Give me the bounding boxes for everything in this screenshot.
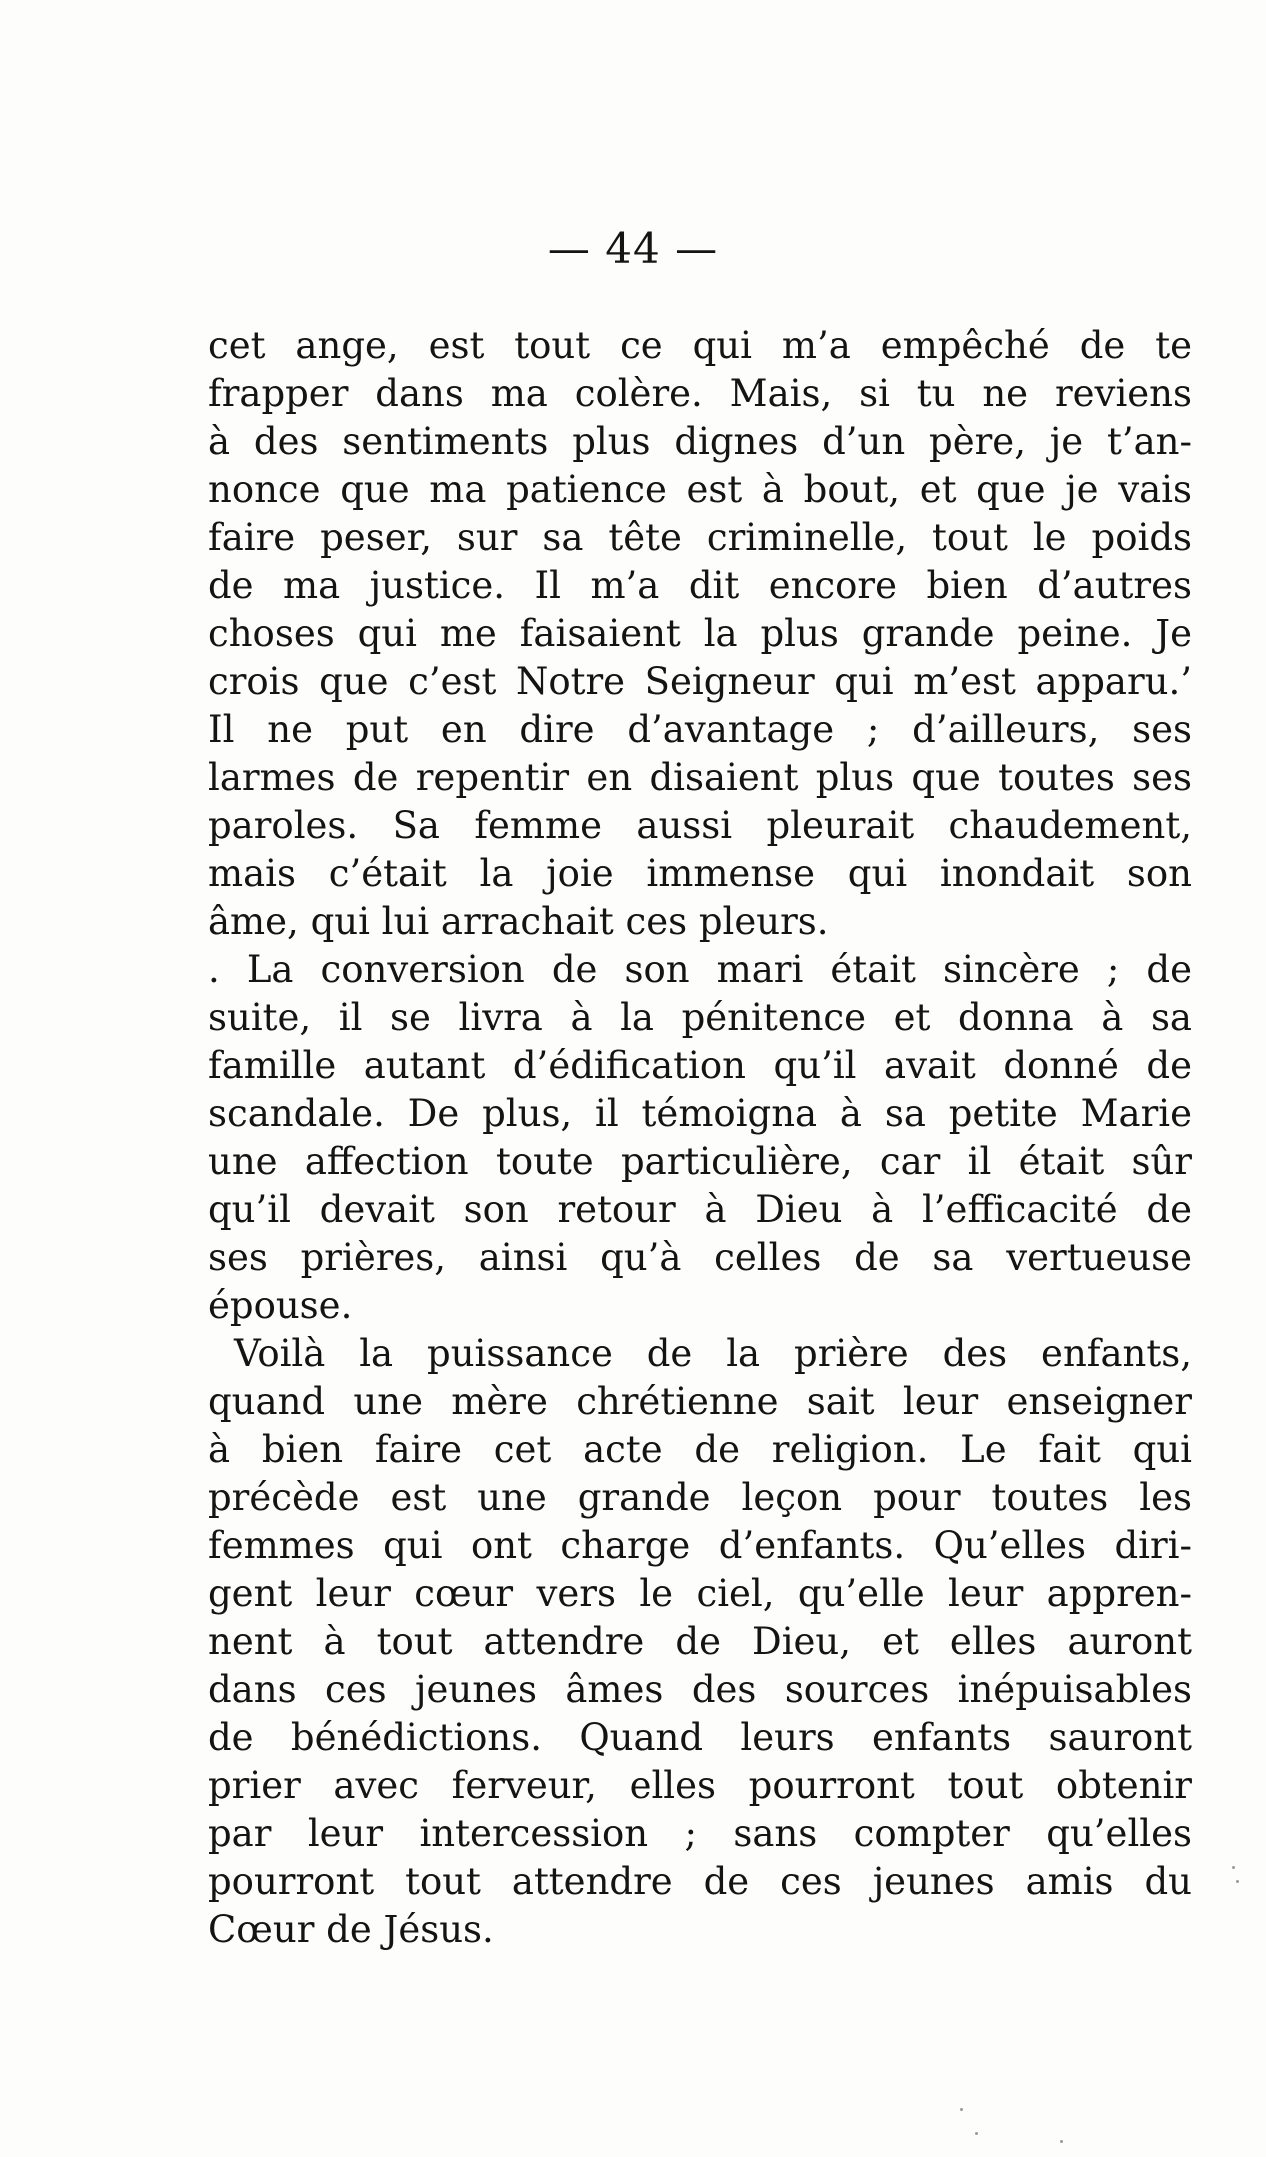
text-line: femmes qui ont charge d’enfants. Qu’elles diri- (208, 1524, 1192, 1567)
text-line: ses prières, ainsi qu’à celles de sa vertueuse (208, 1236, 1192, 1279)
text-line: épouse. (208, 1284, 353, 1327)
text-line: frapper dans ma colère. Mais, si tu ne reviens (208, 372, 1192, 415)
print-speck (960, 2108, 963, 2111)
text-line: paroles. Sa femme aussi pleurait chaudement, (208, 804, 1192, 847)
text-line: cet ange, est tout ce qui m’a empêché de te (208, 324, 1192, 367)
text-line: de bénédictions. Quand leurs enfants sauront (208, 1716, 1192, 1759)
text-line: choses qui me faisaient la plus grande peine. Je (208, 612, 1192, 655)
text-line: de ma justice. Il m’a dit encore bien d’autres (208, 564, 1192, 607)
print-speck (1060, 2140, 1063, 2143)
text-line: crois que c’est Notre Seigneur qui m’est apparu.’ (208, 660, 1192, 703)
text-line: quand une mère chrétienne sait leur enseigner (208, 1380, 1192, 1423)
text-line: à bien faire cet acte de religion. Le fait qui (208, 1428, 1192, 1471)
text-line: . La conversion de son mari était sincère ; de (208, 948, 1192, 991)
text-line: une affection toute particulière, car il était sûr (208, 1140, 1192, 1183)
text-line: prier avec ferveur, elles pourront tout obtenir (208, 1764, 1192, 1807)
print-speck (1236, 1880, 1239, 1883)
text-line: famille autant d’édification qu’il avait donné de (208, 1044, 1192, 1087)
text-line: larmes de repentir en disaient plus que toutes ses (208, 756, 1192, 799)
text-line: Cœur de Jésus. (208, 1908, 494, 1951)
text-line: qu’il devait son retour à Dieu à l’efficacité de (208, 1188, 1192, 1231)
text-line: à des sentiments plus dignes d’un père, je t’an- (208, 420, 1192, 463)
page-number: — 44 — (547, 224, 719, 273)
text-line: Il ne put en dire d’avantage ; d’ailleurs, ses (208, 708, 1192, 751)
text-line: nonce que ma patience est à bout, et que je vais (208, 468, 1192, 511)
text-line: par leur intercession ; sans compter qu’elles (208, 1812, 1192, 1855)
text-line: âme, qui lui arrachait ces pleurs. (208, 900, 829, 943)
text-line: suite, il se livra à la pénitence et donna à sa (208, 996, 1192, 1039)
text-line: nent à tout attendre de Dieu, et elles auront (208, 1620, 1192, 1663)
text-line: dans ces jeunes âmes des sources inépuisables (208, 1668, 1192, 1711)
text-line: mais c’était la joie immense qui inondait son (208, 852, 1192, 895)
text-line: précède est une grande leçon pour toutes les (208, 1476, 1192, 1519)
print-speck (975, 2132, 978, 2135)
text-line: faire peser, sur sa tête criminelle, tout le poids (208, 516, 1192, 559)
text-line: gent leur cœur vers le ciel, qu’elle leur appren- (208, 1572, 1192, 1615)
text-line: scandale. De plus, il témoigna à sa petite Marie (208, 1092, 1192, 1135)
text-line: pourront tout attendre de ces jeunes amis du (208, 1860, 1192, 1903)
body-text (208, 322, 1192, 1954)
text-line: Voilà la puissance de la prière des enfants, (234, 1332, 1192, 1375)
print-speck (1232, 1866, 1235, 1869)
